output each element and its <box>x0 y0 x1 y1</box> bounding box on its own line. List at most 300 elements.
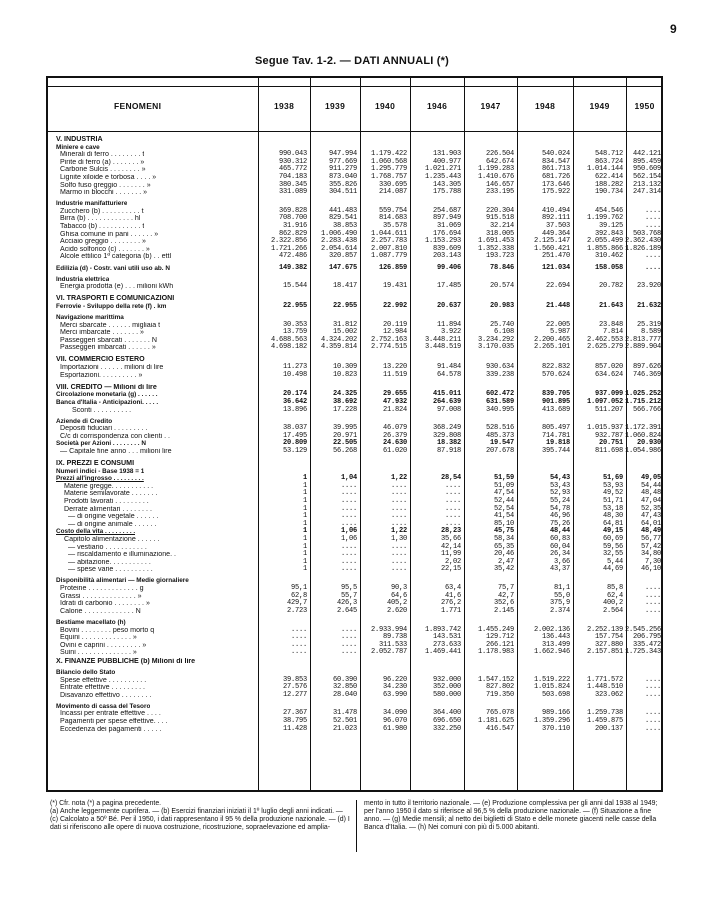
cell-value: 1.060.568 <box>370 157 407 166</box>
table-row <box>48 649 661 657</box>
cell-value: 719.350 <box>485 690 514 699</box>
cell-value: 320.857 <box>328 252 357 261</box>
cell-value: 2.322.856 <box>270 237 307 246</box>
row-label: V. INDUSTRIA <box>56 136 103 143</box>
cell-value: 2.265.101 <box>533 343 570 352</box>
cell-value: .... <box>644 606 661 615</box>
cell-value: 977.669 <box>328 157 357 166</box>
cell-value: .... <box>390 565 407 574</box>
header-year: 1947 <box>480 101 501 111</box>
cell-value: 2,02 <box>444 557 461 566</box>
cell-value: 1 <box>302 527 307 536</box>
cell-value: .... <box>390 512 407 521</box>
cell-value: 989.166 <box>541 709 570 718</box>
cell-value: 4.698.182 <box>270 343 307 352</box>
cell-value: 1.768.757 <box>370 172 407 181</box>
cell-value: 340.995 <box>485 405 514 414</box>
cell-value: 895.459 <box>632 157 661 166</box>
cell-value: 11.428 <box>282 724 307 733</box>
cell-value: 47,54 <box>493 489 514 498</box>
row-label: Lignite xiloide e torbosa . . . . » <box>60 173 157 181</box>
cell-value: 352.000 <box>432 683 461 692</box>
cell-value: 20.809 <box>282 439 307 448</box>
cell-value: 1.519.222 <box>533 675 570 684</box>
table-row <box>48 657 661 666</box>
cell-value: 45,75 <box>493 527 514 536</box>
cell-value: 20.971 <box>332 431 357 440</box>
cell-value: 380.345 <box>278 180 307 189</box>
cell-value: 18.382 <box>436 439 461 448</box>
cell-value: 190.734 <box>594 188 623 197</box>
cell-value: .... <box>340 550 357 559</box>
cell-value: 901.895 <box>541 397 570 406</box>
cell-value: 85,8 <box>606 584 623 593</box>
cell-value: 28.040 <box>332 690 357 699</box>
cell-value: 52,93 <box>549 489 570 498</box>
cell-value: 329.808 <box>432 431 461 440</box>
cell-value: 330.695 <box>378 180 407 189</box>
cell-value: .... <box>444 512 461 521</box>
row-label: — Capitale fine anno . . . milioni lire <box>60 447 172 455</box>
cell-value: .... <box>340 640 357 649</box>
cell-value: 1,22 <box>390 527 407 536</box>
cell-value: 35.578 <box>382 222 407 231</box>
cell-value: 746.369 <box>632 370 661 379</box>
cell-value: 2.889.904 <box>624 343 661 352</box>
cell-value: 990.043 <box>278 150 307 159</box>
row-label: Proteine . . . . . . . . . . . . . g <box>60 585 144 593</box>
cell-value: 149.382 <box>278 263 307 272</box>
row-label: Passeggeri imbarcati . . . . . . » <box>60 344 156 352</box>
cell-value: 21.824 <box>382 405 407 414</box>
row-label: Tabacco (b) . . . . . . . . . . . t <box>60 223 145 231</box>
cell-value: 89.738 <box>382 633 407 642</box>
cell-value: 566.766 <box>632 405 661 414</box>
cell-value: 3.234.292 <box>477 335 514 344</box>
table-row <box>48 344 661 352</box>
row-label: Carbone Sulcis . . . . . . . . » <box>60 166 146 174</box>
cell-value: 4.324.202 <box>320 335 357 344</box>
cell-value: 375,9 <box>549 599 570 608</box>
cell-value: 857.020 <box>594 363 623 372</box>
cell-value: 1.006.490 <box>320 229 357 238</box>
cell-value: 1.235.443 <box>424 172 461 181</box>
cell-value: 48,48 <box>640 489 661 498</box>
row-label: Bestiame macellato (h) <box>56 618 126 626</box>
row-label: Minerali di ferro . . . . . . . . t <box>60 151 145 159</box>
row-label: Bovini . . . . . . . . peso morto q <box>60 626 155 634</box>
row-label: Incassi per entrate effettive . . . . <box>60 710 161 718</box>
footnotes <box>46 796 663 856</box>
cell-value: 35,42 <box>493 565 514 574</box>
cell-value: 13.896 <box>282 405 307 414</box>
cell-value: 206.795 <box>632 633 661 642</box>
row-label: Sconti . . . . . . . . . . <box>72 406 132 414</box>
cell-value: 31.069 <box>436 222 461 231</box>
cell-value: 559.754 <box>378 206 407 215</box>
cell-value: 1 <box>302 489 307 498</box>
cell-value: 873.040 <box>328 172 357 181</box>
row-label: VII. COMMERCIO ESTERO <box>56 356 145 364</box>
cell-value: 53,18 <box>602 504 623 513</box>
cell-value: 37.503 <box>545 222 570 231</box>
cell-value: 56.268 <box>332 446 357 455</box>
cell-value: .... <box>644 263 661 272</box>
row-label: Equini . . . . . . . . . . . . . » <box>60 634 137 642</box>
cell-value: 511.207 <box>594 405 623 414</box>
cell-value: 2.157.851 <box>586 648 623 657</box>
cell-value: 247.314 <box>632 188 661 197</box>
cell-value: .... <box>390 504 407 513</box>
cell-value: 1 <box>302 481 307 490</box>
cell-value: 20.174 <box>282 390 307 399</box>
cell-value: 175.788 <box>432 188 461 197</box>
cell-value: 28,23 <box>440 527 461 536</box>
cell-value: 214.087 <box>378 188 407 197</box>
cell-value: 60,04 <box>549 542 570 551</box>
cell-value: .... <box>644 599 661 608</box>
row-label: Movimento di cassa del Tesoro <box>56 702 151 710</box>
cell-value: 642.674 <box>485 157 514 166</box>
cell-value: 1.295.779 <box>370 165 407 174</box>
cell-value: 52,54 <box>493 504 514 513</box>
cell-value: 60.390 <box>332 675 357 684</box>
cell-value: 251.470 <box>541 252 570 261</box>
cell-value: .... <box>340 504 357 513</box>
header-year: 1948 <box>535 101 556 111</box>
row-label: Spese effettive . . . . . . . . . . <box>60 676 147 684</box>
cell-value: 75,26 <box>549 519 570 528</box>
cell-value: 1 <box>302 512 307 521</box>
cell-value: 3.170.035 <box>477 343 514 352</box>
cell-value: 276,2 <box>440 599 461 608</box>
cell-value: 442.121 <box>632 150 661 159</box>
cell-value: 1.153.293 <box>424 237 461 246</box>
header-year: 1938 <box>274 101 295 111</box>
row-label: Materie semilavorate . . . . . . . <box>64 490 158 498</box>
cell-value: 193.723 <box>485 252 514 261</box>
cell-value: 95,5 <box>340 584 357 593</box>
cell-value: 1.455.249 <box>477 625 514 634</box>
cell-value: .... <box>340 489 357 498</box>
table-row <box>48 253 661 261</box>
cell-value: 39.125 <box>598 222 623 231</box>
cell-value: 233.195 <box>485 188 514 197</box>
cell-value: 28,54 <box>440 474 461 483</box>
row-label: Suini . . . . . . . . . . . . . . » <box>60 649 137 657</box>
cell-value: 331.089 <box>278 188 307 197</box>
cell-value: 369.828 <box>278 206 307 215</box>
cell-value: 38.853 <box>332 222 357 231</box>
cell-value: .... <box>390 519 407 528</box>
cell-value: .... <box>390 497 407 506</box>
cell-value: 318.005 <box>485 229 514 238</box>
cell-value: 862.829 <box>278 229 307 238</box>
cell-value: 91.484 <box>436 363 461 372</box>
cell-value: 129.712 <box>485 633 514 642</box>
cell-value: 465.772 <box>278 165 307 174</box>
cell-value: 39.995 <box>332 424 357 433</box>
cell-value: 41,54 <box>493 512 514 521</box>
cell-value: 311.533 <box>378 640 407 649</box>
cell-value: 1.054.986 <box>624 446 661 455</box>
cell-value: 20.751 <box>598 439 623 448</box>
cell-value: 64,6 <box>390 591 407 600</box>
cell-value: .... <box>644 690 661 699</box>
cell-value: 54,43 <box>549 474 570 483</box>
cell-value: 395.744 <box>541 446 570 455</box>
cell-value: 7.814 <box>602 328 623 337</box>
table-row <box>48 283 661 291</box>
cell-value: 1.469.441 <box>424 648 461 657</box>
cell-value: 2.723 <box>286 606 307 615</box>
cell-value: 416.547 <box>485 724 514 733</box>
cell-value: .... <box>290 625 307 634</box>
cell-value: 2.645 <box>336 606 357 615</box>
cell-value: 915.518 <box>485 214 514 223</box>
cell-value: .... <box>644 709 661 718</box>
row-label: Idrati di carbonio . . . . . . . . » <box>60 600 150 608</box>
cell-value: 97.008 <box>436 405 461 414</box>
cell-value: 47,04 <box>640 497 661 506</box>
cell-value: 930.634 <box>485 363 514 372</box>
cell-value: 31.478 <box>332 709 357 718</box>
header-year: 1946 <box>427 101 448 111</box>
cell-value: .... <box>290 633 307 642</box>
cell-value: 327.880 <box>594 640 623 649</box>
cell-value: 1,06 <box>340 527 357 536</box>
cell-value: 1 <box>302 535 307 543</box>
cell-value: 47.932 <box>382 397 407 406</box>
cell-value: 1.725.343 <box>624 648 661 657</box>
cell-value: 220.304 <box>485 206 514 215</box>
cell-value: 158.058 <box>594 263 623 272</box>
cell-value: 34.230 <box>382 683 407 692</box>
cell-value: 485.373 <box>485 431 514 440</box>
cell-value: 146.657 <box>485 180 514 189</box>
cell-value: 2.145 <box>493 606 514 615</box>
cell-value: 339.238 <box>485 370 514 379</box>
cell-value: 1.025.252 <box>624 390 661 399</box>
cell-value: 1.015.824 <box>533 683 570 692</box>
footnote-divider <box>356 800 357 852</box>
cell-value: .... <box>644 591 661 600</box>
cell-value: .... <box>390 489 407 498</box>
cell-value: 1.044.611 <box>370 229 407 238</box>
cell-value: .... <box>340 557 357 566</box>
footnotes-left <box>50 800 350 832</box>
cell-value: 1.459.875 <box>586 717 623 726</box>
cell-value: 38.692 <box>332 397 357 406</box>
cell-value: 22.694 <box>545 282 570 291</box>
cell-value: 1.560.421 <box>533 244 570 253</box>
table-row <box>48 136 661 144</box>
row-label: IX. PREZZI E CONSUMI <box>56 460 135 468</box>
cell-value: 11.273 <box>282 363 307 372</box>
cell-value: 22.955 <box>282 301 307 310</box>
cell-value: 90,3 <box>390 584 407 593</box>
row-label: Edilizia (d) - Costr. vani utili uso ab. N <box>56 264 170 272</box>
cell-value: 52.501 <box>332 717 357 726</box>
row-label: Depositi fiduciari . . . . . . . . . <box>60 425 148 433</box>
cell-value: .... <box>644 222 661 231</box>
cell-value: 48,49 <box>640 527 661 536</box>
row-label: Importazioni . . . . . . milioni di lire <box>60 364 164 372</box>
cell-value: 932.000 <box>432 675 461 684</box>
cell-value: 55,24 <box>549 497 570 506</box>
cell-value: 1.359.296 <box>533 717 570 726</box>
cell-value: 35,66 <box>440 535 461 543</box>
cell-value: 2.007.810 <box>370 244 407 253</box>
row-label: Miniere e cave <box>56 143 100 151</box>
cell-value: 61.020 <box>382 446 407 455</box>
cell-value: 892.111 <box>541 214 570 223</box>
cell-value: 200.137 <box>594 724 623 733</box>
cell-value: 207.678 <box>485 446 514 455</box>
cell-value: 147.675 <box>328 263 357 272</box>
cell-value: 55,0 <box>553 591 570 600</box>
cell-value: 61.980 <box>382 724 407 733</box>
cell-value: .... <box>390 542 407 551</box>
cell-value: 95,1 <box>290 584 307 593</box>
cell-value: 47,43 <box>640 512 661 521</box>
cell-value: 528.516 <box>485 424 514 433</box>
cell-value: .... <box>340 648 357 657</box>
cell-value: 24.630 <box>382 439 407 448</box>
cell-value: 2.054.614 <box>320 244 357 253</box>
cell-value: 2.002.136 <box>533 625 570 634</box>
cell-value: 1.178.983 <box>477 648 514 657</box>
cell-value: .... <box>340 625 357 634</box>
cell-value: 13.220 <box>382 363 407 372</box>
row-label: Disponibilità alimentari — Medie giornaliere <box>56 577 189 585</box>
cell-value: 21.448 <box>545 301 570 310</box>
cell-value: 36.642 <box>282 397 307 406</box>
cell-value: 87.918 <box>436 446 461 455</box>
cell-value: 59,56 <box>602 542 623 551</box>
cell-value: .... <box>390 557 407 566</box>
cell-value: .... <box>644 724 661 733</box>
cell-value: 22.505 <box>332 439 357 448</box>
table-row <box>48 189 661 197</box>
cell-value: 897.949 <box>432 214 461 223</box>
row-label: Costo della vita . . . . . . . . . <box>56 528 136 536</box>
cell-value: 11,99 <box>440 550 461 559</box>
cell-value: .... <box>290 640 307 649</box>
cell-value: 12.277 <box>282 690 307 699</box>
row-label: Energia prodotta (e) . . . milioni kWh <box>60 283 174 291</box>
cell-value: 31.812 <box>332 320 357 329</box>
cell-value: 53.129 <box>282 446 307 455</box>
cell-value: 400.977 <box>432 157 461 166</box>
cell-value: 1.771 <box>440 606 461 615</box>
row-label: Numeri indici - Base 1938 = 1 <box>56 467 145 475</box>
cell-value: 143.531 <box>432 633 461 642</box>
cell-value: 364.400 <box>432 709 461 718</box>
cell-value: 57,42 <box>640 542 661 551</box>
cell-value: 10.498 <box>282 370 307 379</box>
row-label: Calorie . . . . . . . . . . . . . N <box>60 607 141 615</box>
cell-value: 96.220 <box>382 675 407 684</box>
cell-value: 17.228 <box>332 405 357 414</box>
cell-value: 85,10 <box>493 519 514 528</box>
row-label: Circolazione monetaria (g) . . . . . . <box>56 391 158 399</box>
row-label: Merci imbarcate . . . . . . . » <box>60 329 144 337</box>
cell-value: 1.199.283 <box>477 165 514 174</box>
cell-value: 34.090 <box>382 709 407 718</box>
cell-value: 53,93 <box>602 481 623 490</box>
cell-value: 410.494 <box>541 206 570 215</box>
header-year: 1940 <box>375 101 396 111</box>
cell-value: 213.132 <box>632 180 661 189</box>
row-label: Disavanzo effettivo . . . . . . . . <box>60 691 152 699</box>
cell-value: 1.826.189 <box>624 244 661 253</box>
cell-value: 352,6 <box>493 599 514 608</box>
cell-value: 64,81 <box>602 519 623 528</box>
cell-value: 32.214 <box>489 222 514 231</box>
row-label: Aziende di Credito <box>56 417 113 425</box>
cell-value: 415.011 <box>432 390 461 399</box>
cell-value: 46,10 <box>640 565 661 574</box>
cell-value: 834.547 <box>541 157 570 166</box>
cell-value: 1 <box>302 565 307 574</box>
cell-value: 1.855.866 <box>586 244 623 253</box>
cell-value: 1.893.742 <box>424 625 461 634</box>
cell-value: 21.632 <box>636 301 661 310</box>
cell-value: 52,35 <box>640 504 661 513</box>
cell-value: 2.283.438 <box>320 237 357 246</box>
cell-value: 29.655 <box>382 390 407 399</box>
cell-value: .... <box>444 481 461 490</box>
cell-value: 1.721.266 <box>270 244 307 253</box>
row-label: Prodotti lavorati . . . . . . . . . <box>64 498 149 506</box>
cell-value: 22.955 <box>332 301 357 310</box>
cell-value: 96.070 <box>382 717 407 726</box>
cell-value: 1 <box>302 504 307 513</box>
cell-value: 2.257.783 <box>370 237 407 246</box>
cell-value: 1,22 <box>390 474 407 483</box>
cell-value: 131.903 <box>432 150 461 159</box>
cell-value: 126.859 <box>378 263 407 272</box>
cell-value: 1.691.453 <box>477 237 514 246</box>
cell-value: 323.062 <box>594 690 623 699</box>
cell-value: 1.547.152 <box>477 675 514 684</box>
cell-value: 48,30 <box>602 512 623 521</box>
cell-value: 2.374 <box>549 606 570 615</box>
cell-value: 930.312 <box>278 157 307 166</box>
cell-value: 332.250 <box>432 724 461 733</box>
cell-value: 1.662.946 <box>533 648 570 657</box>
row-label: Materie gregge. . . . . . . . . . . <box>64 482 154 490</box>
row-label: Solfo fuso greggio . . . . . . . » <box>60 181 151 189</box>
cell-value: 60,69 <box>602 535 623 543</box>
footnotes-right <box>364 800 660 832</box>
footnote-text: mento in tutto il territorio nazionale. — (e) Produzione complessiva per gli anni dal 1938 al 1949; per l'anno 1950 il dato si riferisce al 96,5 % della produzione nazionale. — (f) Situazione a fine anno. — (g) Medie mensili; al netto dei biglietti di Stato e delle monete giacenti nelle casse della Banca d'Italia. — (h) Nei comuni con più di 5.000 abitanti. <box>364 800 658 831</box>
cell-value: 2.933.994 <box>370 625 407 634</box>
cell-value: 60,83 <box>549 535 570 543</box>
cell-value: 226.504 <box>485 150 514 159</box>
cell-value: 765.078 <box>485 709 514 718</box>
row-label: Ferrovie - Sviluppo della rete (f) . km <box>56 302 167 310</box>
cell-value: 503.768 <box>632 229 661 238</box>
cell-value: 143.305 <box>432 180 461 189</box>
cell-value: 631.589 <box>485 397 514 406</box>
row-label: Grassi . . . . . . . . . . . . . . » <box>60 592 142 600</box>
cell-value: 51,71 <box>602 497 623 506</box>
cell-value: 1.015.937 <box>586 424 623 433</box>
cell-value: 3.922 <box>440 328 461 337</box>
cell-value: 11.894 <box>436 320 461 329</box>
